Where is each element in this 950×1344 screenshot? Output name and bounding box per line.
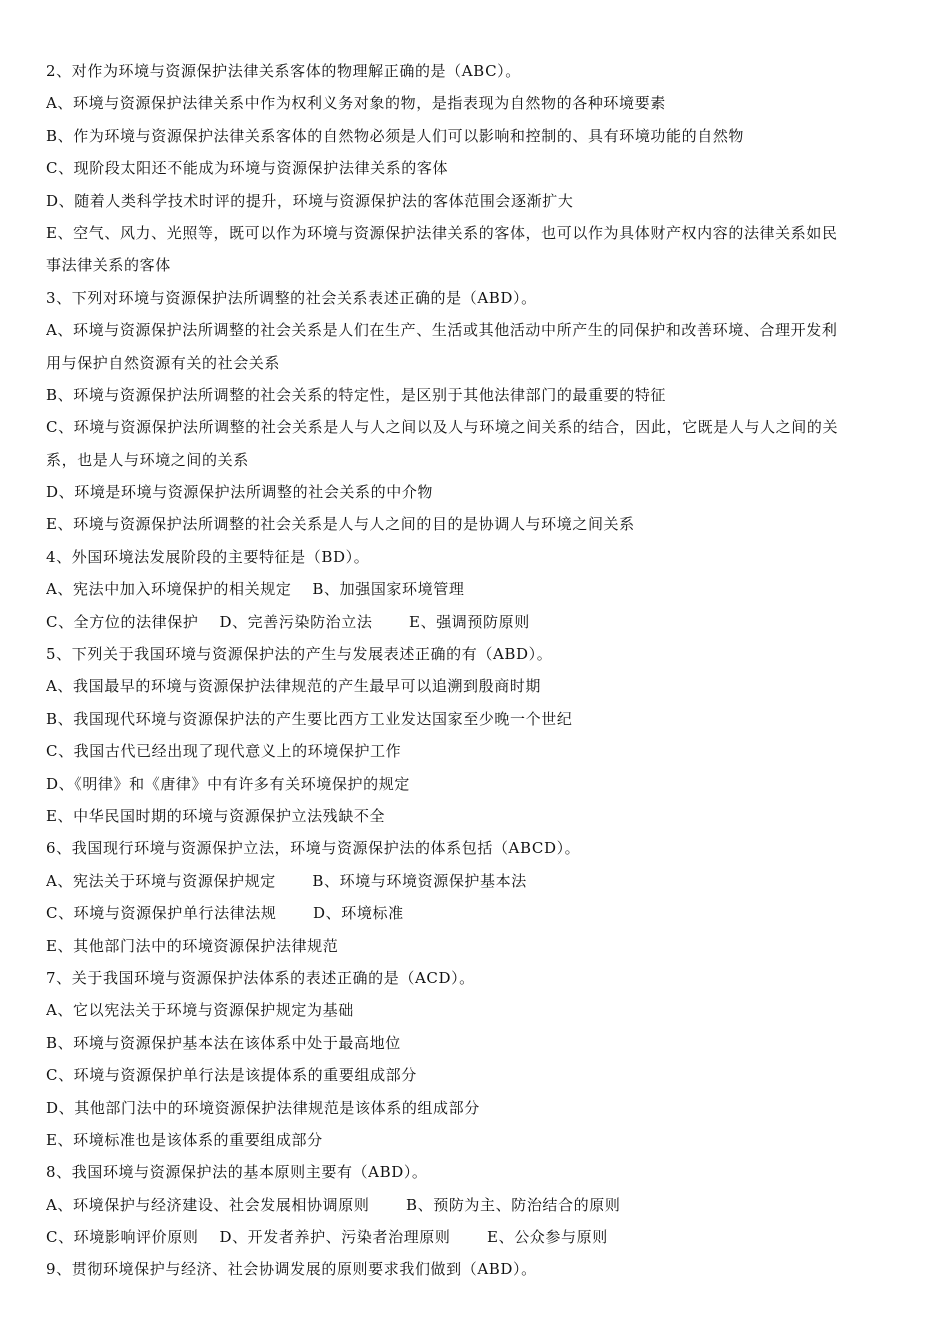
option-line: B、作为环境与资源保护法律关系客体的自然物必须是人们可以影响和控制的、具有环境功能的自然物 (46, 126, 745, 145)
option-line: C、环境与资源保护单行法律法规 D、环境标准 (46, 904, 404, 923)
option-line: D、《明律》和《唐律》中有许多有关环境保护的规定 (46, 774, 410, 793)
option-line: A、宪法关于环境与资源保护规定 B、环境与环境资源保护基本法 (46, 871, 527, 890)
option-line: E、环境标准也是该体系的重要组成部分 (46, 1130, 323, 1149)
question-list (46, 58, 908, 1289)
option-line: E、环境与资源保护法所调整的社会关系是人与人之间的目的是协调人与环境之间关系 (46, 515, 635, 534)
option-line: A、环境保护与经济建设、社会发展相协调原则 B、预防为主、防治结合的原则 (46, 1195, 621, 1214)
option-line-continued: 事法律关系的客体 (46, 256, 171, 275)
question-6-stem: 6、我国现行环境与资源保护立法，环境与资源保护法的体系包括（ABCD）。 (46, 839, 581, 858)
option-line: C、环境与资源保护单行法是该提体系的重要组成部分 (46, 1066, 417, 1085)
option-line: A、环境与资源保护法所调整的社会关系是人们在生产、生活或其他活动中所产生的同保护和改善环境、合理开发利 (46, 321, 838, 340)
question-9-stem: 9、贯彻环境保护与经济、社会协调发展的原则要求我们做到（ABD）。 (46, 1260, 537, 1279)
option-line: D、环境是环境与资源保护法所调整的社会关系的中介物 (46, 483, 434, 502)
question-5-stem: 5、下列关于我国环境与资源保护法的产生与发展表述正确的有（ABD）。 (46, 645, 553, 664)
question-2-stem: 2、对作为环境与资源保护法律关系客体的物理解正确的是（ABC）。 (46, 62, 521, 80)
option-line: B、环境与资源保护基本法在该体系中处于最高地位 (46, 1033, 401, 1052)
option-line: A、它以宪法关于环境与资源保护规定为基础 (46, 1001, 354, 1020)
option-line-continued: 系，也是人与环境之间的关系 (46, 450, 249, 469)
option-line: B、我国现代环境与资源保护法的产生要比西方工业发达国家至少晚一个世纪 (46, 709, 573, 728)
option-line: B、环境与资源保护法所调整的社会关系的特定性，是区别于其他法律部门的最重要的特征 (46, 385, 667, 404)
option-line: E、空气、风力、光照等，既可以作为环境与资源保护法律关系的客体，也可以作为具体财产权内容的法律关系如民 (46, 223, 838, 242)
option-line: A、我国最早的环境与资源保护法律规范的产生最早可以追溯到殷商时期 (46, 677, 542, 696)
option-line: A、环境与资源保护法律关系中作为权利义务对象的物，是指表现为自然物的各种环境要素 (46, 94, 666, 113)
option-line: C、环境影响评价原则 D、开发者养护、污染者治理原则 E、公众参与原则 (46, 1228, 608, 1247)
option-line: C、环境与资源保护法所调整的社会关系是人与人之间以及人与环境之间关系的结合，因此，它既是人与人之间的关 (46, 418, 839, 437)
option-line: E、中华民国时期的环境与资源保护立法残缺不全 (46, 806, 386, 825)
option-line: C、现阶段太阳还不能成为环境与资源保护法律关系的客体 (46, 159, 449, 178)
question-8-stem: 8、我国环境与资源保护法的基本原则主要有（ABD）。 (46, 1163, 428, 1182)
option-line: A、宪法中加入环境保护的相关规定 B、加强国家环境管理 (46, 580, 465, 599)
option-line: D、其他部门法中的环境资源保护法律规范是该体系的组成部分 (46, 1098, 480, 1117)
option-line: E、其他部门法中的环境资源保护法律规范 (46, 936, 339, 955)
option-line: C、我国古代已经出现了现代意义上的环境保护工作 (46, 742, 402, 761)
option-line-continued: 用与保护自然资源有关的社会关系 (46, 353, 281, 372)
question-4-stem: 4、外国环境法发展阶段的主要特征是（BD）。 (46, 547, 370, 566)
option-line: C、全方位的法律保护 D、完善污染防治立法 E、强调预防原则 (46, 612, 530, 631)
option-line: D、随着人类科学技术时评的提升，环境与资源保护法的客体范围会逐渐扩大 (46, 191, 574, 210)
question-3-stem: 3、下列对环境与资源保护法所调整的社会关系表述正确的是（ABD）。 (46, 288, 537, 307)
question-7-stem: 7、关于我国环境与资源保护法体系的表述正确的是（ACD）。 (46, 968, 475, 987)
